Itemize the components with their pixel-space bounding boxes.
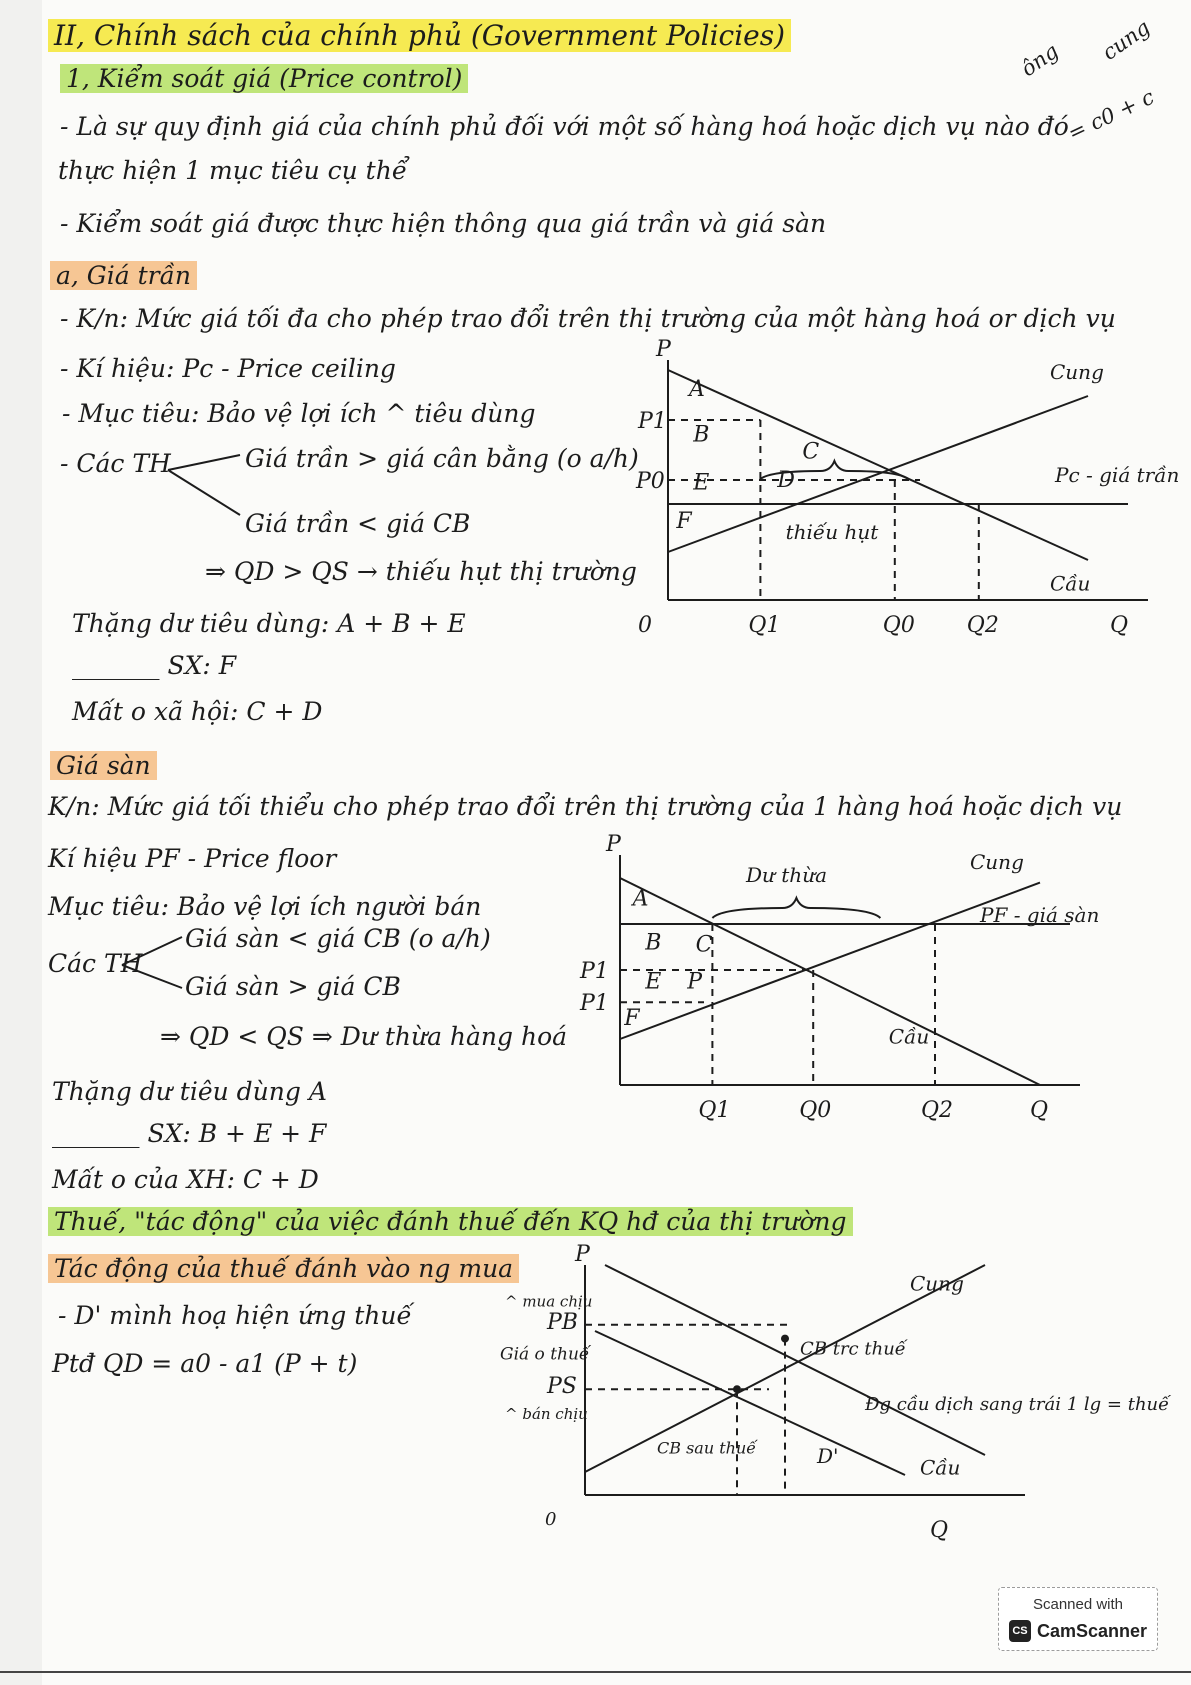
supply-label: Cung [970, 849, 1024, 874]
p1-label: P1 [580, 959, 609, 984]
supply-label: Cung [910, 1271, 964, 1296]
p0-label: P0 [636, 469, 665, 494]
floor-branch-arrows [0, 0, 1, 1]
p1-label: P1 [638, 409, 667, 434]
price-ceiling-chart [636, 337, 1180, 640]
floor-objective: Mục tiêu: Bảo vệ lợi ích người bán [48, 892, 482, 921]
ceiling-heading: a, Giá trần [50, 262, 197, 291]
tax-heading: Thuế, "tác động" của việc đánh thuế đến KQ hđ của thị trường [48, 1208, 853, 1237]
producer-surplus: _______ SX: F [72, 651, 237, 680]
floor-case-2: Giá sàn > giá CB [185, 972, 401, 1001]
deadweight-loss: Mất o xã hội: C + D [72, 697, 323, 726]
ceiling-objective: - Mục tiêu: Bảo vệ lợi ích ^ tiêu dùng [62, 399, 536, 428]
buyer-burden-label: ^ mua chịu [505, 1292, 593, 1311]
supply-label: Cung [1050, 360, 1104, 384]
camscanner-logo-icon: CS [1009, 1620, 1031, 1642]
before-tax-equilibrium-point [781, 1335, 789, 1343]
corner-note: ông [1016, 38, 1063, 82]
price-tax-label: Giá o thuế [500, 1344, 590, 1365]
scanner-line-2: CamScanner [1037, 1620, 1148, 1641]
q-axis-label: Q [1030, 1098, 1049, 1123]
area-e-label: E [645, 969, 662, 995]
corner-note: cung [1097, 15, 1155, 65]
ceiling-case-2: Giá trần < giá CB [245, 509, 471, 538]
q1-label: Q1 [748, 613, 781, 638]
q-axis-label: Q [1110, 613, 1129, 638]
floor-definition: K/n: Mức giá tối thiểu cho phép trao đổi trên thị trường của 1 hàng hoá hoặc dịch vụ [48, 792, 1123, 821]
area-p-label: P [687, 969, 703, 995]
p-axis-label: P [606, 832, 621, 857]
floor-case-1: Giá sàn < giá CB (o a/h) [185, 924, 491, 953]
q1-label: Q1 [698, 1098, 731, 1123]
q0-label: Q0 [799, 1098, 832, 1123]
floor-symbol: Kí hiệu PF - Price floor [48, 844, 337, 873]
area-f-label: F [624, 1006, 640, 1032]
seller-burden-label: ^ bán chịu [505, 1405, 588, 1424]
tax-chart [490, 1242, 1170, 1550]
demand-shift-label: Đg cầu dịch sang trái 1 lg = thuế [865, 1393, 1170, 1415]
price-floor-chart [580, 832, 1100, 1135]
q2-label: Q2 [921, 1098, 954, 1123]
p-axis-label: P [575, 1242, 590, 1267]
scanner-watermark [998, 1587, 1158, 1651]
shortage-label: thiếu hụt [785, 520, 879, 544]
area-a-label: A [632, 886, 649, 912]
area-d-label: D [777, 468, 795, 494]
area-a-label: A [689, 377, 705, 402]
floor-heading: Giá sàn [50, 752, 157, 781]
ceiling-result: ⇒ QD > QS → thiếu hụt thị trường [205, 557, 637, 586]
ceiling-definition: - K/n: Mức giá tối đa cho phép trao đổi trên thị trường của một hàng hoá or dịch vụ [60, 304, 1116, 333]
demand-after-tax-label: D' [817, 1443, 839, 1468]
cb-after-tax-label: CB sau thuế [657, 1438, 757, 1458]
tax-line-2: Ptđ QD = a0 - a1 (P + t) [52, 1349, 358, 1378]
ceiling-label: Pc - giá trần [1055, 463, 1180, 487]
demand-label: Cầu [888, 1024, 930, 1049]
area-c-label: C [802, 439, 820, 465]
after-tax-equilibrium-point [733, 1385, 741, 1393]
definition-line-3: - Kiểm soát giá được thực hiện thông qua giá trần và giá sàn [60, 209, 827, 238]
floor-result: ⇒ QD < QS ⇒ Dư thừa hàng hoá [160, 1022, 568, 1051]
p-axis-label: P [656, 337, 671, 362]
supply-line [620, 883, 1040, 1039]
tax-subheading: Tác động của thuế đánh vào ng mua [48, 1255, 519, 1284]
floor-deadweight-loss: Mất o của XH: C + D [52, 1165, 319, 1194]
definition-line-2: thực hiện 1 mục tiêu cụ thể [58, 156, 408, 185]
corner-note: = c0 + c [1064, 84, 1158, 146]
pb-label: PB [547, 1309, 578, 1335]
surplus-label: Dư thừa [746, 863, 827, 887]
area-e-label: E [693, 470, 710, 496]
q-axis-label: Q [930, 1518, 949, 1543]
demand-label: Cầu [1050, 571, 1091, 596]
floor-producer-surplus: _______ SX: B + E + F [52, 1119, 327, 1148]
surplus-brace [712, 898, 880, 918]
area-f-label: F [676, 509, 692, 534]
consumer-surplus: Thặng dư tiêu dùng: A + B + E [72, 609, 466, 638]
page-edge [0, 0, 42, 1685]
q2-label: Q2 [966, 613, 999, 638]
demand-label: Cầu [920, 1455, 961, 1480]
ps-label: PS [547, 1374, 577, 1400]
ceiling-symbol: - Kí hiệu: Pc - Price ceiling [60, 354, 396, 383]
cb-before-tax-label: CB trc thuế [800, 1338, 906, 1360]
scanner-brand [1009, 1620, 1147, 1642]
subsection-title: 1, Kiểm soát giá (Price control) [60, 65, 468, 94]
definition-line: - Là sự quy định giá của chính phủ đối với một số hàng hoá hoặc dịch vụ nào đó [60, 112, 1069, 141]
area-b-label: B [645, 930, 662, 956]
p2-label: P1 [580, 991, 609, 1017]
floor-consumer-surplus: Thặng dư tiêu dùng A [52, 1077, 327, 1106]
origin-label: 0 [545, 1509, 557, 1530]
tax-line-1: - D' mình hoạ hiện ứng thuế [58, 1301, 412, 1330]
section-title: II, Chính sách của chính phủ (Government Policies) [48, 20, 791, 52]
floor-label: PF - giá sàn [980, 903, 1100, 927]
page-bottom-rule [0, 1671, 1191, 1673]
ceiling-case-1: Giá trần > giá cân bằng (o a/h) [245, 444, 639, 473]
origin-label: 0 [638, 613, 652, 638]
floor-case-label: Các TH [48, 949, 143, 978]
ceiling-case-label: - Các TH [60, 449, 171, 478]
scanner-line-1: Scanned with [1032, 1596, 1124, 1613]
q0-label: Q0 [882, 613, 915, 638]
area-b-label: B [693, 422, 710, 448]
area-c-label: C [695, 932, 713, 958]
